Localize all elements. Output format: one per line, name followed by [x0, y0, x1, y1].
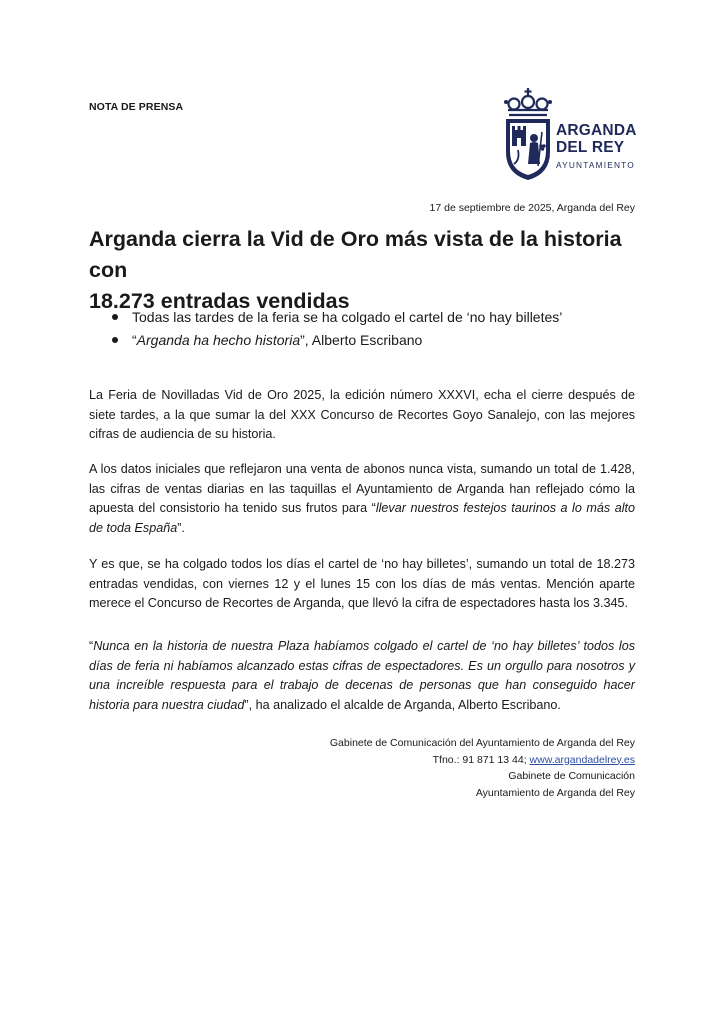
bullet-icon	[112, 337, 118, 343]
paragraph-4-open: “	[89, 639, 94, 653]
headline-line-1: Arganda cierra la Vid de Oro más vista de la historia con	[89, 227, 622, 282]
headline-line-2: 18.273 entradas vendidas	[89, 289, 350, 313]
paragraph-2-text: A los datos iniciales que reflejaron una venta de abonos nunca vista, sumando un total de 1.428, las cifras de ventas diarias en las taquillas el Ayuntamiento de Arganda han reflejado cómo la apuesta del consistorio ha tenido sus frutos para “	[89, 462, 635, 515]
headline	[89, 224, 649, 317]
paragraph-4-quote: Nunca en la historia de nuestra Plaza habíamos colgado el cartel de ‘no hay billetes’ todos los días de feria ni habíamos alcanzado estas cifras de espectadores. Es un orgullo para nosotros y una increíble respuesta para el trabajo de decenas de personas que han conseguido hacer historia para nuestra ciudad	[89, 639, 635, 712]
highlight-item	[112, 306, 562, 329]
paragraph-2-quote: llevar nuestros festejos taurinos a lo más alto de toda España	[89, 501, 636, 535]
footer-phone-line	[330, 752, 635, 769]
body-paragraph-4	[89, 637, 635, 715]
footer-phone: Tfno.: 91 871 13 44;	[432, 753, 530, 766]
paragraph-2-end: ”.	[177, 520, 185, 535]
logo-line-arganda: ARGANDA	[556, 122, 637, 139]
paragraph-4-end: ”, ha analizado el alcalde de Arganda, Alberto Escribano.	[244, 697, 561, 712]
body-paragraph-3: Y es que, se ha colgado todos los días el cartel de ‘no hay billetes’, sumando un total de 18.273 entradas vendidas, con viernes 12 y el lunes 15 con los días de más ventas. Mención aparte merece el Concurso de Recortes de Arganda, que llevó la cifra de espectadores hasta los 3.345.	[89, 557, 635, 610]
quote-italic: Arganda ha hecho historia	[136, 332, 301, 348]
body-paragraph-1: La Feria de Novilladas Vid de Oro 2025, la edición número XXXVI, echa el cierre después de siete tardes, a la que sumar la del XXX Concurso de Recortes Goyo Sanalejo, con las mejores cifras de audiencia de su historia.	[89, 388, 635, 441]
quote-attribution: ”, Alberto Escribano	[300, 332, 423, 348]
coat-of-arms-icon	[500, 86, 556, 182]
press-note-label: NOTA DE PRENSA	[89, 101, 184, 113]
dateline: 17 de septiembre de 2025, Arganda del Rey	[429, 202, 635, 214]
contact-footer	[330, 735, 635, 801]
arganda-logo	[500, 86, 650, 182]
body-paragraph-2	[89, 460, 635, 538]
bullet-icon	[112, 314, 118, 320]
footer-city-council: Ayuntamiento de Arganda del Rey	[475, 786, 635, 799]
website-link[interactable]: www.argandadelrey.es	[529, 753, 635, 766]
highlight-text: Todas las tardes de la feria se ha colgado el cartel de ‘no hay billetes’	[132, 309, 563, 325]
logo-line-ayuntamiento: AYUNTAMIENTO	[556, 160, 635, 170]
footer-office: Gabinete de Comunicación del Ayuntamiento de Arganda del Rey	[329, 737, 635, 749]
logo-wordmark	[556, 122, 637, 170]
logo-line-del-rey: DEL REY	[556, 139, 625, 156]
highlight-item	[112, 329, 562, 352]
highlights-list	[112, 306, 562, 352]
quote-open: “	[132, 332, 137, 348]
footer-department: Gabinete de Comunicación	[508, 770, 635, 782]
